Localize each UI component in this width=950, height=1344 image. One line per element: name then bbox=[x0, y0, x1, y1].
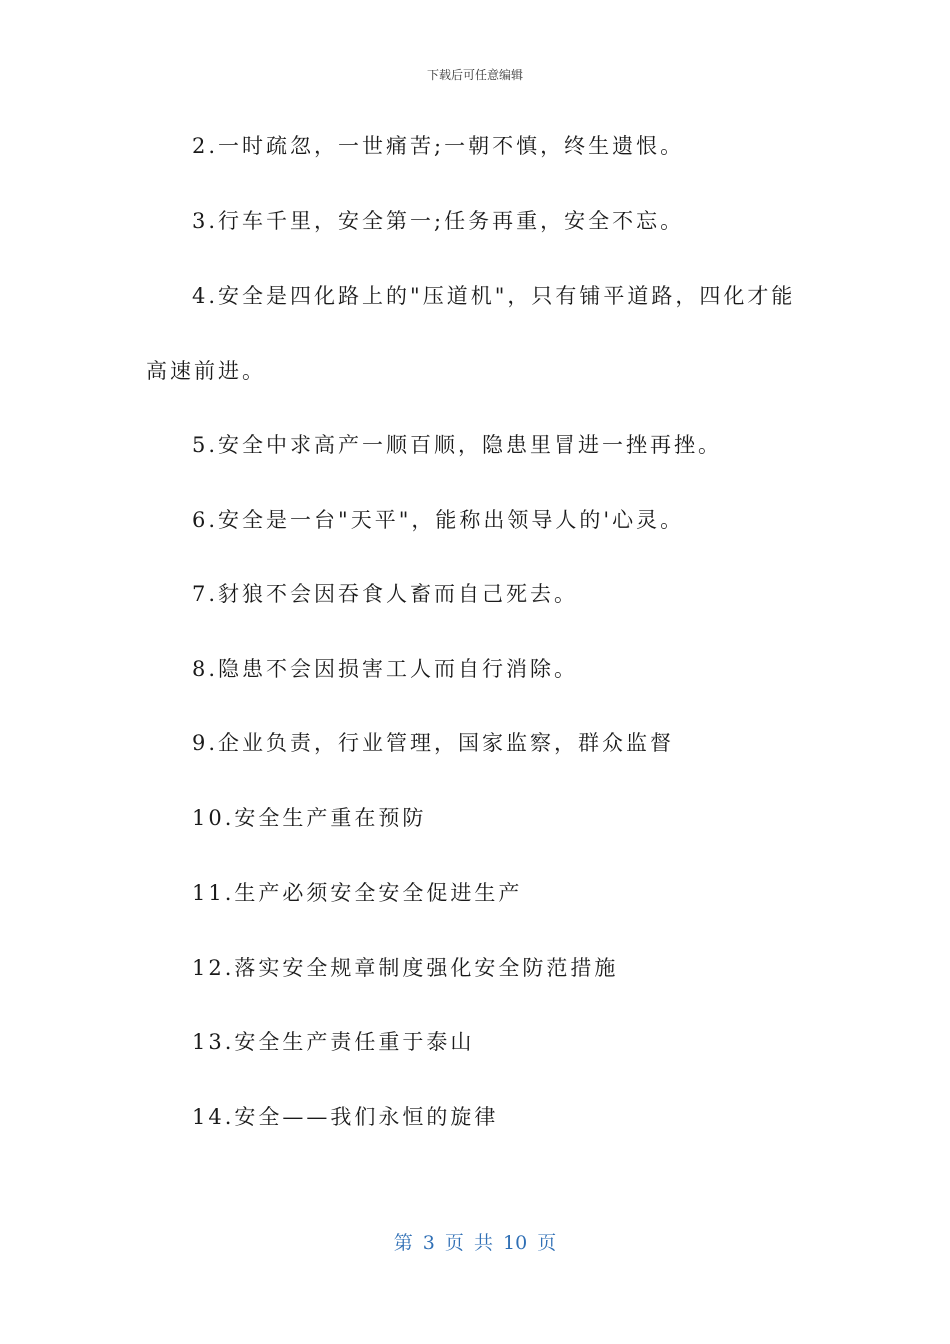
text-line-4-continued: 高速前进。 bbox=[146, 359, 266, 383]
text-line-10: 10.安全生产重在预防 bbox=[192, 806, 427, 830]
text-line-5: 5.安全中求高产一顺百顺，隐患里冒进一挫再挫。 bbox=[192, 433, 723, 457]
text-line-14: 14.安全——我们永恒的旋律 bbox=[192, 1105, 499, 1129]
text-line-2: 2.一时疏忽，一世痛苦;一朝不慎，终生遗恨。 bbox=[192, 134, 685, 158]
text-line-8: 8.隐患不会因损害工人而自行消除。 bbox=[192, 657, 579, 681]
page-number-footer: 第 3 页 共 10 页 bbox=[393, 1232, 557, 1254]
page-header: 下载后可任意编辑 bbox=[426, 68, 523, 82]
text-line-9: 9.企业负责，行业管理，国家监察，群众监督 bbox=[192, 731, 675, 755]
text-line-13: 13.安全生产责任重于泰山 bbox=[192, 1030, 475, 1054]
text-line-6: 6.安全是一台"天平"，能称出领导人的'心灵。 bbox=[192, 508, 685, 532]
text-line-3: 3.行车千里，安全第一;任务再重，安全不忘。 bbox=[192, 209, 685, 233]
text-line-7: 7.豺狼不会因吞食人畜而自己死去。 bbox=[192, 582, 579, 606]
text-line-4: 4.安全是四化路上的"压道机"，只有铺平道路，四化才能 bbox=[192, 284, 796, 308]
text-line-12: 12.落实安全规章制度强化安全防范措施 bbox=[192, 956, 619, 980]
text-line-11: 11.生产必须安全安全促进生产 bbox=[192, 881, 523, 905]
